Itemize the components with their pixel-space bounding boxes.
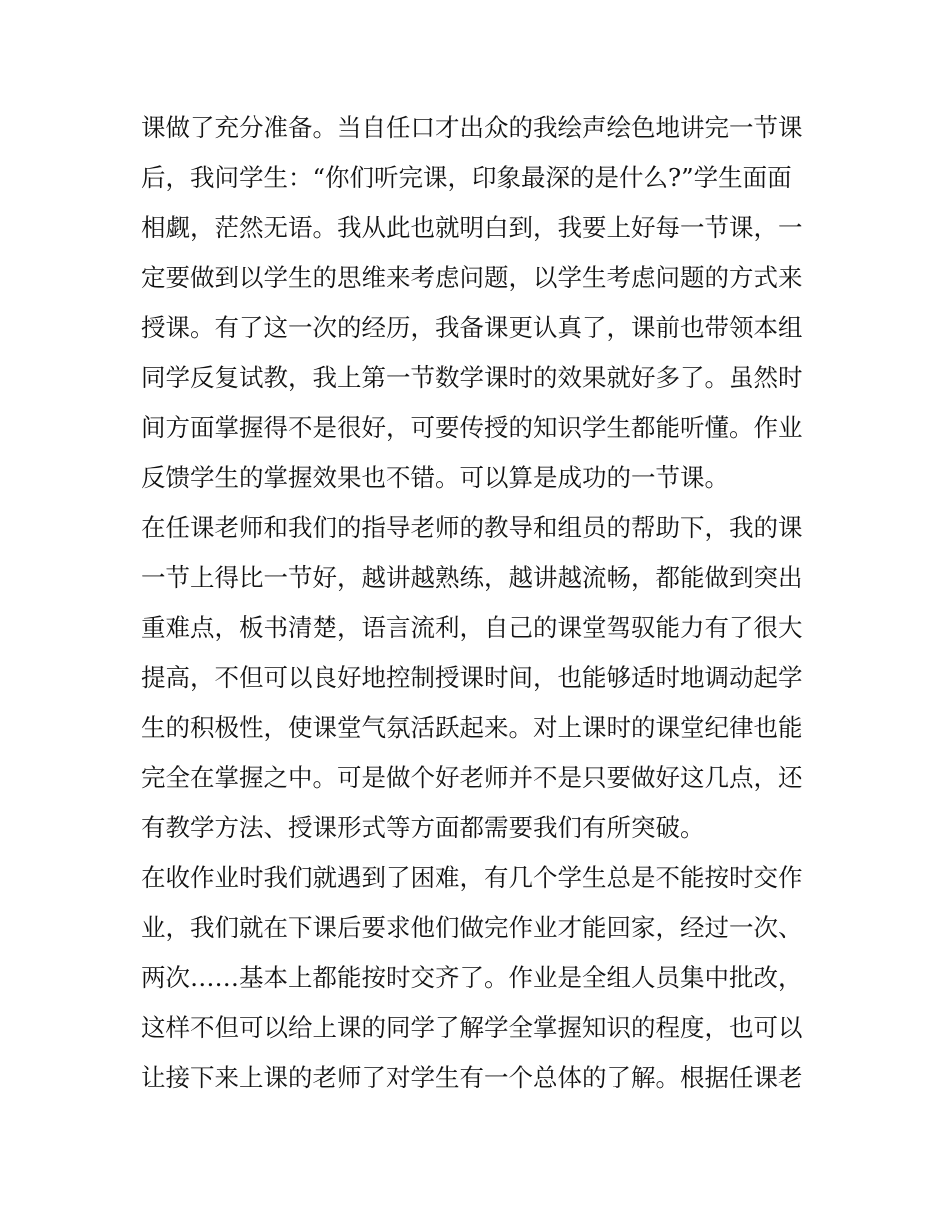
- text-line: 生的积极性，使课堂气氛活跃起来。对上课时的课堂纪律也能: [141, 713, 803, 742]
- text-line: 这样不但可以给上课的同学了解学全掌握知识的程度，也可以: [141, 1013, 803, 1042]
- text-line: 完全在掌握之中。可是做个好老师并不是只要做好这几点，还: [141, 763, 803, 792]
- text-line: 两次……基本上都能按时交齐了。作业是全组人员集中批改，: [141, 963, 803, 992]
- text-line: 一节上得比一节好，越讲越熟练，越讲越流畅，都能做到突出: [141, 563, 803, 592]
- text-line: 同学反复试教，我上第一节数学课时的效果就好多了。虽然时: [141, 363, 803, 392]
- text-line: 重难点，板书清楚，语言流利，自己的课堂驾驭能力有了很大: [141, 613, 803, 642]
- text-line: 后，我问学生：“你们听完课，印象最深的是什么?”学生面面: [141, 163, 792, 192]
- text-line: 在任课老师和我们的指导老师的教导和组员的帮助下，我的课: [141, 513, 803, 542]
- text-line: 在收作业时我们就遇到了困难，有几个学生总是不能按时交作: [141, 863, 803, 892]
- text-line: 让接下来上课的老师了对学生有一个总体的了解。根据任课老: [141, 1063, 803, 1092]
- text-line: 间方面掌握得不是很好，可要传授的知识学生都能听懂。作业: [141, 413, 803, 442]
- text-line: 提高，不但可以良好地控制授课时间，也能够适时地调动起学: [141, 663, 803, 692]
- text-line: 反馈学生的掌握效果也不错。可以算是成功的一节课。: [141, 463, 729, 492]
- text-line: 有教学方法、授课形式等方面都需要我们有所突破。: [141, 813, 705, 842]
- text-line: 授课。有了这一次的经历，我备课更认真了，课前也带领本组: [141, 313, 803, 342]
- text-line: 相觑，茫然无语。我从此也就明白到，我要上好每一节课，一: [141, 213, 803, 242]
- text-line: 课做了充分准备。当自任口才出众的我绘声绘色地讲完一节课: [141, 113, 803, 142]
- text-line: 业，我们就在下课后要求他们做完作业才能回家，经过一次、: [141, 913, 803, 942]
- text-line: 定要做到以学生的思维来考虑问题，以学生考虑问题的方式来: [141, 263, 803, 292]
- body-text: [141, 103, 821, 1103]
